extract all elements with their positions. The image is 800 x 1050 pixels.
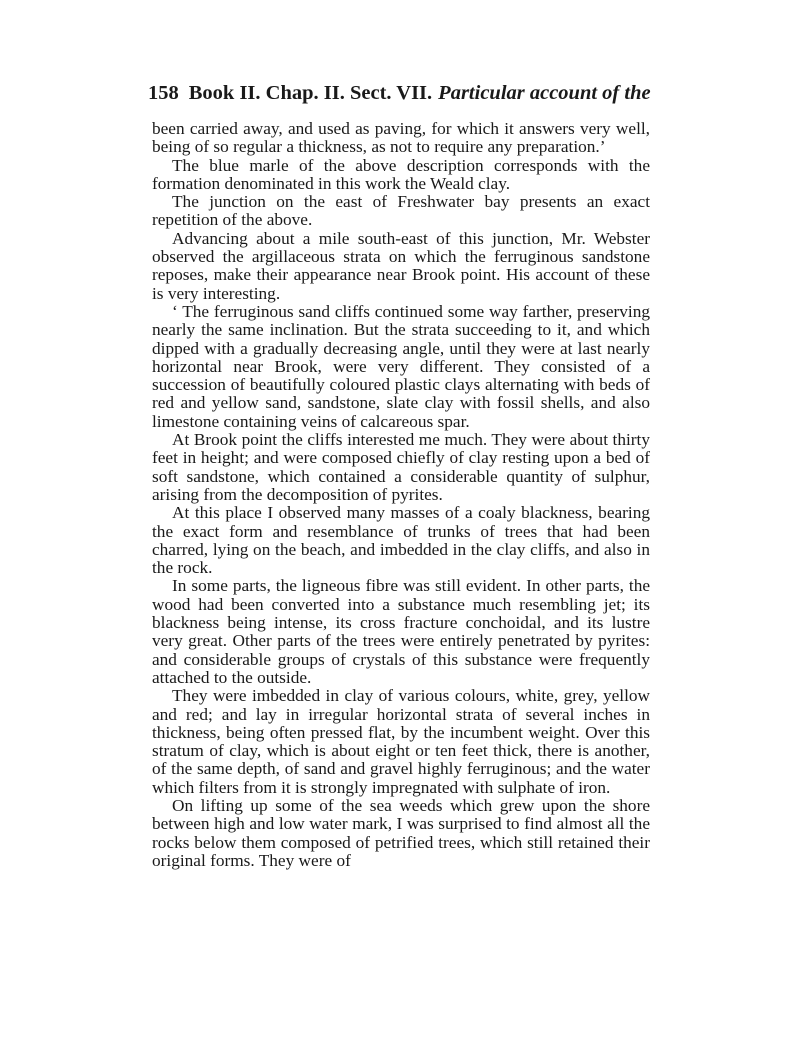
paragraph: At this place I observed many masses of a coaly blackness, bearing the exact form and resemblance of trunks of trees that had been charred, lying on the beach, and imbedded in the clay cliffs, and also in the rock. <box>152 503 650 578</box>
paragraph: ‘ The ferruginous sand cliffs continued some way farther, preserving nearly the same inclination. But the strata succeeding to it, and which dipped with a gradually decreasing angle, until they were at last nearly horizontal near Brook, were very different. They consisted of a succession of beautifully coloured plastic clays alternating with beds of red and yellow sand, sandstone, slate clay with fossil shells, and also limestone containing veins of calcareous spar. <box>152 301 650 431</box>
running-title: Particular account of the <box>438 82 651 104</box>
paragraph: In some parts, the ligneous fibre was still evident. In other parts, the wood had been converted into a substance much resembling jet; its blackness being intense, its cross fracture conchoidal, and its lustre very great. Other parts of the trees were entirely penetrated by pyrites: and considerable groups of crystals of this substance were frequently attached to the outside. <box>152 576 650 687</box>
paragraph: They were imbedded in clay of various colours, white, grey, yellow and red; and lay in irregular horizontal strata of several inches in thickness, being often pressed flat, by the incumbent weight. Over this stratum of clay, which is about eight or ten feet thick, there is another, of the same depth, of sand and gravel highly ferruginous; and the water which filters from it is strongly impregnated with sulphate of iron. <box>152 686 650 797</box>
paragraph: At Brook point the cliffs interested me much. They were about thirty feet in height; and were composed chiefly of clay resting upon a bed of soft sandstone, which contained a considerable quantity of sulphur, arising from the decomposition of pyrites. <box>152 430 650 504</box>
body-text <box>152 120 650 870</box>
page-number: 158 <box>148 82 179 104</box>
paragraph: been carried away, and used as paving, for which it answers very well, being of so regular a thickness, as not to require any preparation.’ <box>152 119 650 157</box>
paragraph: Advancing about a mile south-east of this junction, Mr. Webster observed the argillaceous strata on which the ferruginous sandstone reposes, make their appearance near Brook point. His account of these is very interesting. <box>152 228 650 303</box>
paragraph: The blue marle of the above description corresponds with the formation denominated in this work the Weald clay. <box>152 155 650 193</box>
section-reference: Book II. Chap. II. Sect. VII. <box>188 82 433 104</box>
running-header <box>148 82 651 105</box>
paragraph: The junction on the east of Freshwater bay presents an exact repetition of the above. <box>152 192 650 230</box>
paragraph: On lifting up some of the sea weeds which grew upon the shore between high and low water mark, I was surprised to find almost all the rocks below them composed of petrified trees, which still retained their original forms. They were of <box>152 795 650 870</box>
